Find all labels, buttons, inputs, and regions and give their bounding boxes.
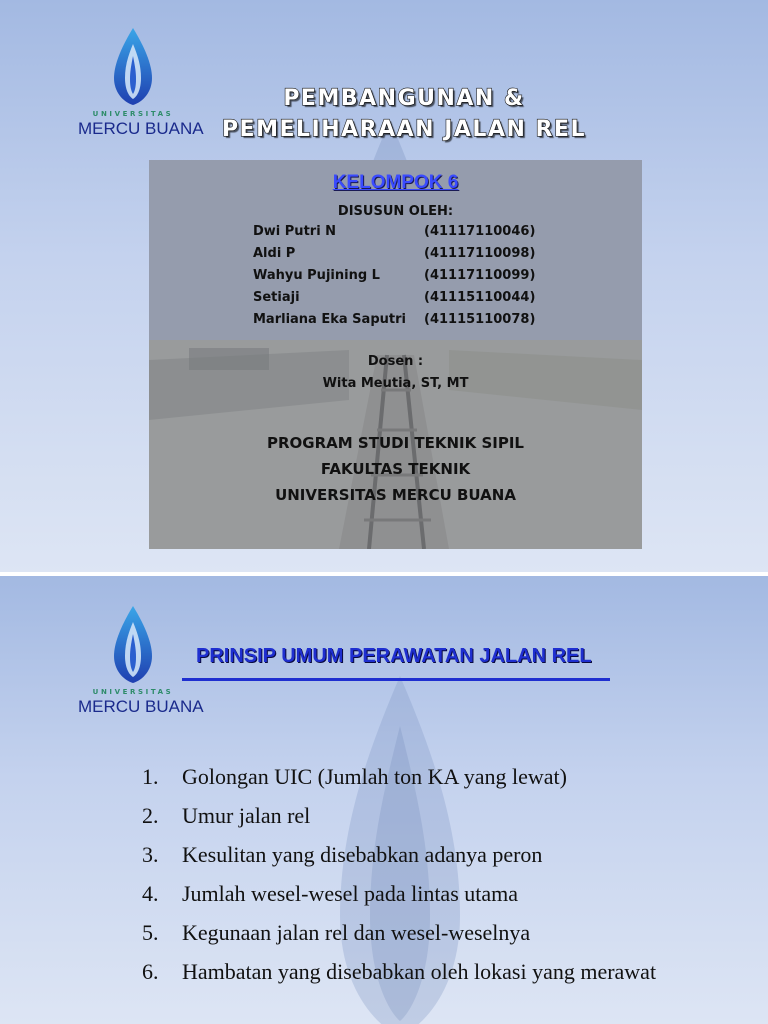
slide-2: [0, 576, 768, 1024]
university-logo: [78, 604, 204, 716]
list-item-text: Jumlah wesel-wesel pada lintas utama: [182, 881, 519, 906]
program-name: PROGRAM STUDI TEKNIK SIPIL: [267, 434, 524, 452]
group-heading: KELOMPOK 6: [332, 172, 459, 193]
member-name: Setiaji: [253, 290, 300, 305]
title-line-1: PEMBANGUNAN &: [283, 86, 525, 111]
list-item-text: Umur jalan rel: [182, 803, 311, 828]
member-nim: (41115110078): [424, 312, 536, 327]
railway-photo-panel: [149, 160, 642, 549]
list-item-text: Golongan UIC (Jumlah ton KA yang lewat): [182, 764, 567, 789]
list-item: [142, 957, 662, 987]
university-logo: [78, 26, 204, 138]
list-item-number: 4.: [142, 881, 159, 906]
list-item: [142, 762, 662, 792]
list-item-number: 2.: [142, 803, 159, 828]
principle-list: [142, 762, 662, 996]
logo-university-name: MERCU BUANA: [78, 119, 204, 138]
member-nim: (41117110098): [424, 246, 536, 261]
member-name: Marliana Eka Saputri: [253, 312, 406, 327]
list-item-number: 5.: [142, 920, 159, 945]
list-item-text: Kegunaan jalan rel dan wesel-weselnya: [182, 920, 531, 945]
university-name: UNIVERSITAS MERCU BUANA: [275, 486, 516, 504]
faculty-name: FAKULTAS TEKNIK: [320, 460, 471, 478]
logo-university-label: UNIVERSITAS: [92, 688, 174, 696]
compiled-by-label: DISUSUN OLEH:: [337, 204, 454, 219]
member-name: Dwi Putri N: [253, 224, 337, 239]
member-nim: (41117110046): [424, 224, 536, 239]
list-item-number: 1.: [142, 764, 159, 789]
member-nim: (41115110044): [424, 290, 536, 305]
flame-emblem-icon: [78, 26, 188, 106]
member-name: Wahyu Pujining L: [253, 268, 380, 283]
slide-title: PRINSIP UMUM PERAWATAN JALAN REL: [196, 645, 592, 667]
lecturer-name: Wita Meutia, ST, MT: [322, 376, 469, 391]
lecturer-label: Dosen :: [367, 354, 424, 369]
member-name: Aldi P: [253, 246, 296, 261]
list-item: [142, 879, 662, 909]
list-item-text: Hambatan yang disebabkan oleh lokasi yang merawat: [182, 959, 657, 984]
list-item: [142, 840, 662, 870]
member-nim: (41117110099): [424, 268, 536, 283]
title-underline: [182, 678, 610, 681]
logo-university-label: UNIVERSITAS: [92, 110, 174, 118]
list-item: [142, 918, 662, 948]
list-item-text: Kesulitan yang disebabkan adanya peron: [182, 842, 543, 867]
list-item-number: 3.: [142, 842, 159, 867]
list-item-number: 6.: [142, 959, 159, 984]
title-line-2: PEMELIHARAAN JALAN REL: [221, 117, 587, 142]
logo-university-name: MERCU BUANA: [78, 697, 204, 716]
flame-emblem-icon: [78, 604, 188, 684]
list-item: [142, 801, 662, 831]
